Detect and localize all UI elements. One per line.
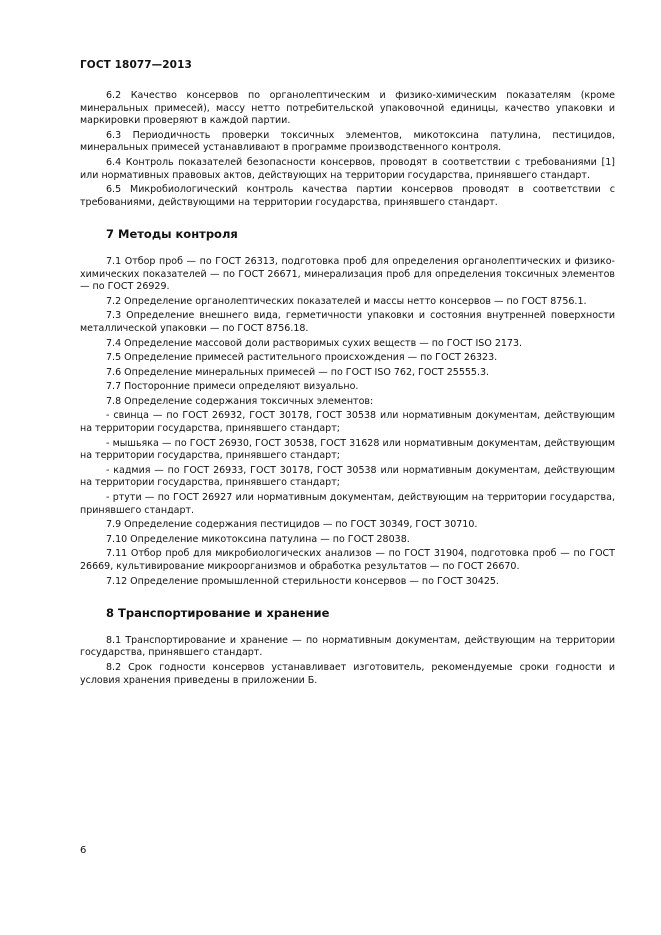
paragraph-7-9: 7.9 Определение содержания пестицидов — по ГОСТ 30349, ГОСТ 30710. (106, 519, 478, 531)
paragraph-7-6: 7.6 Определение минеральных примесей — по ГОСТ ISO 762, ГОСТ 25555.3. (106, 366, 490, 378)
list-item-lead: - свинца — по ГОСТ 26932, ГОСТ 30178, ГОСТ 30538 или нормативным документам, действующим на территории государства, принявшего стандарт; (80, 410, 615, 435)
paragraph-7-10: 7.10 Определение микотоксина патулина — по ГОСТ 28038. (106, 533, 410, 545)
paragraph-7-11: 7.11 Отбор проб для микробиологических анализов — по ГОСТ 31904, подготовка проб — по ГОСТ 26669, культивирование микроорганизмов и обработка результатов — по ГОСТ 26670. (80, 548, 615, 572)
section-7-heading: 7 Методы контроля (106, 227, 238, 242)
paragraph-8-2: 8.2 Срок годности консервов устанавливает изготовитель, рекомендуемые сроки годности и условия хранения приведены в приложении Б. (80, 661, 615, 686)
list-item-mercury: - ртути — по ГОСТ 26927 или нормативным документам, действующим на территории государства, принявшего стандарт. (80, 492, 615, 516)
paragraph-6-4: 6.4 Контроль показателей безопасности консервов, проводят в соответствии с требованиями [1] или нормативных правовых актов, действующих на территории государства, принявшего стандарт. (80, 156, 615, 181)
paragraph-7-1: 7.1 Отбор проб — по ГОСТ 26313, подготовка проб для определения органолептических и физико-химических показателей — по ГОСТ 26671, минерализация проб для определения токсичных элементов — по ГОСТ 26929. (80, 255, 615, 293)
paragraph-6-5: 6.5 Микробиологический контроль качества партии консервов проводят в соответствии с требованиями, действующими на территории государства, принявшего стандарт. (80, 184, 615, 208)
paragraph-6-3: 6.3 Периодичность проверки токсичных элементов, микотоксина патулина, пестицидов, минеральных примесей устанавливают в программе производственного контроля. (80, 129, 615, 154)
paragraph-7-8: 7.8 Определение содержания токсичных элементов: (106, 395, 374, 407)
document-header: ГОСТ 18077—2013 (80, 59, 192, 71)
paragraph-6-2: 6.2 Качество консервов по органолептическим и физико-химическим показателям (кроме минеральных примесей), массу нетто потребительской упаковочной единицы, качество упаковки и маркировки проверяют в каждой партии. (80, 90, 615, 127)
paragraph-7-4: 7.4 Определение массовой доли растворимых сухих веществ — по ГОСТ ISO 2173. (106, 337, 523, 349)
document-body (80, 90, 615, 689)
page-number: 6 (80, 845, 87, 856)
list-item-cadmium: - кадмия — по ГОСТ 26933, ГОСТ 30178, ГОСТ 30538 или нормативным документам, действующим на территории государства, принявшего стандарт; (80, 464, 615, 489)
paragraph-8-1: 8.1 Транспортирование и хранение — по нормативным документам, действующим на территории государства, принявшего стандарт. (80, 634, 615, 659)
paragraph-7-3: 7.3 Определение внешнего вида, герметичности упаковки и состояния внутренней поверхности металлической упаковки — по ГОСТ 8756.18. (80, 310, 615, 334)
section-8-heading: 8 Транспортирование и хранение (106, 606, 330, 621)
paragraph-7-2: 7.2 Определение органолептических показателей и массы нетто консервов — по ГОСТ 8756.1. (106, 295, 587, 307)
paragraph-7-5: 7.5 Определение примесей растительного происхождения — по ГОСТ 26323. (106, 352, 498, 364)
list-item-arsenic: - мышьяка — по ГОСТ 26930, ГОСТ 30538, ГОСТ 31628 или нормативным документам, действующим на территории государства, принявшего стандарт; (80, 437, 615, 462)
paragraph-7-12: 7.12 Определение промышленной стерильности консервов — по ГОСТ 30425. (106, 575, 499, 587)
paragraph-7-7: 7.7 Посторонние примеси определяют визуально. (106, 381, 359, 393)
